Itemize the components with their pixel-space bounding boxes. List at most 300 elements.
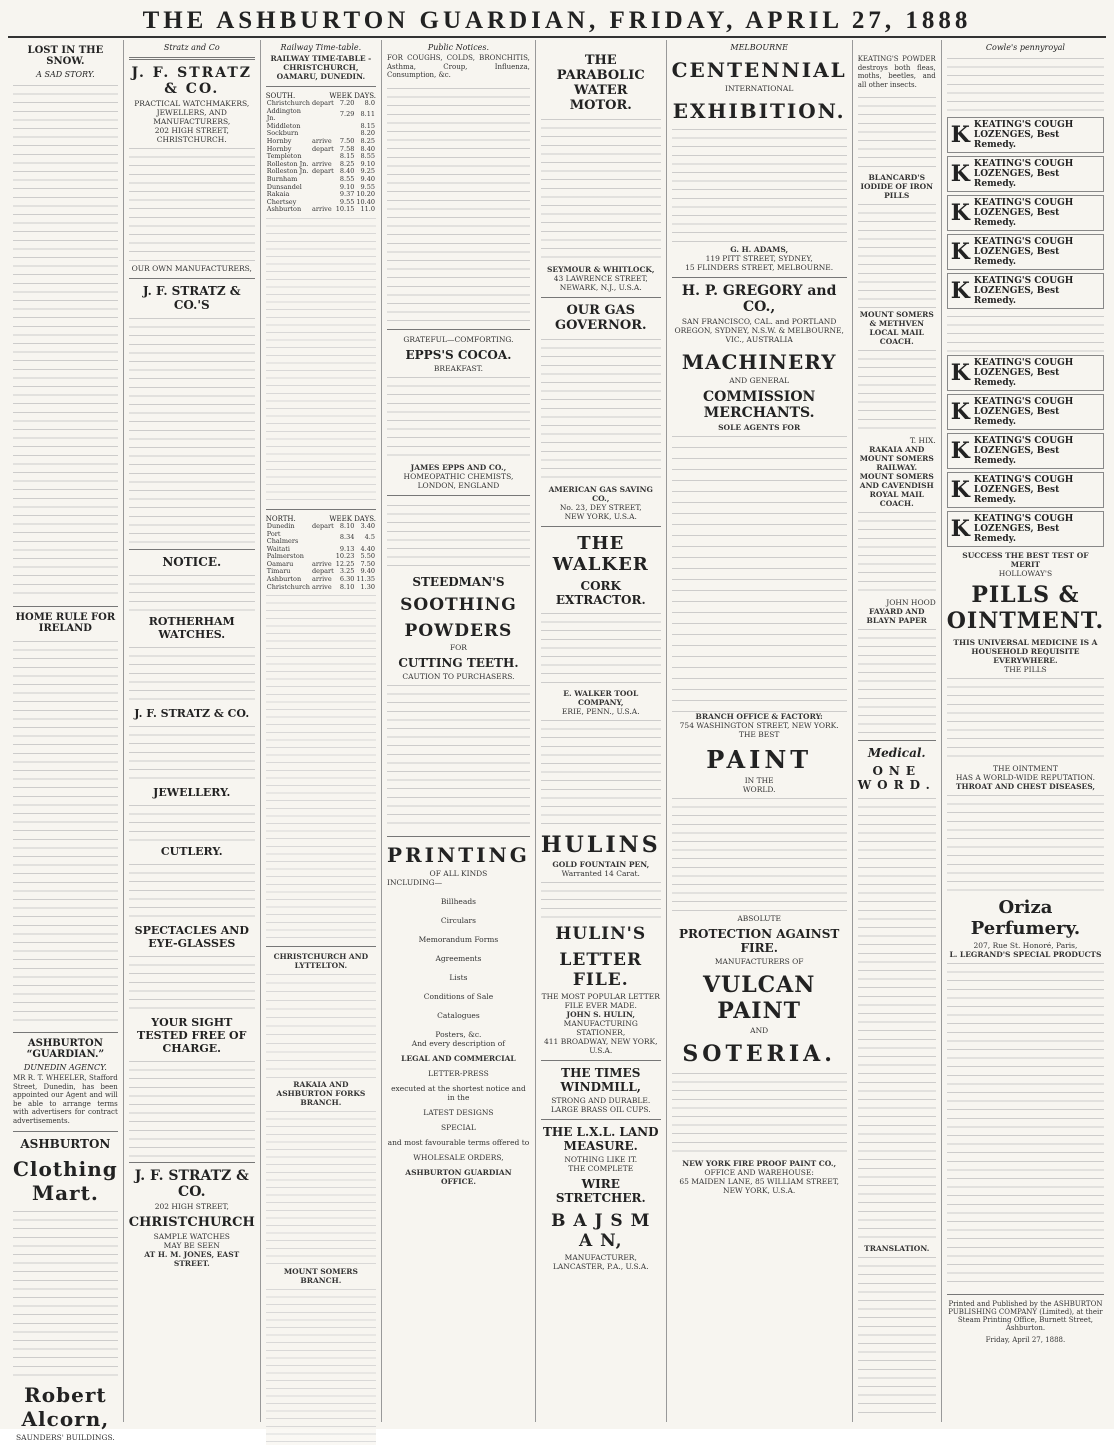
nothing-like-it: NOTHING LIKE IT.: [564, 1155, 638, 1164]
station-name: Port Chalmers: [266, 529, 299, 546]
train-time: 10.15: [335, 205, 355, 214]
train-time: 8.15: [339, 152, 355, 161]
towle-body: [387, 501, 530, 571]
print-item: Catalogues: [437, 1010, 480, 1020]
divider: [947, 1294, 1104, 1295]
train-time: 11.35: [356, 575, 375, 584]
sight-tested: YOUR SIGHT TESTED FREE OF CHARGE.: [137, 1016, 247, 1055]
train-time: 11.0: [360, 205, 375, 214]
cutlery-body: [129, 860, 255, 920]
epps-company: JAMES EPPS AND CO.,: [410, 462, 507, 472]
vulcan-paint: VULCAN PAINT: [702, 972, 816, 1024]
timetable-row: [266, 523, 376, 531]
divider: [541, 1119, 661, 1120]
special: SPECIAL: [441, 1122, 476, 1132]
gas-city: NEW YORK, U.S.A.: [564, 512, 637, 521]
drop-cap-k: K: [950, 360, 970, 386]
train-time: 9.55: [339, 197, 355, 206]
drop-cap-k: K: [950, 161, 970, 187]
story-subheading: A SAD STORY.: [36, 70, 95, 79]
divider: [387, 329, 530, 330]
rakaia-railway: RAKAIA AND MOUNT SOMERS RAILWAY.: [859, 445, 934, 473]
agency-text: MR R. T. WHEELER, Stafford Street, Dunedin, has been appointed our Agent and will be able to arrange terms with advertisers for contract advertisements.: [13, 1074, 118, 1125]
train-time: 8.55: [360, 152, 375, 161]
divider: [129, 1162, 255, 1163]
wire-stretcher: WIRE STRETCHER.: [555, 1177, 646, 1205]
bajsman-sub: MANUFACTURER,: [564, 1253, 637, 1262]
world-wide: HAS A WORLD-WIDE REPUTATION.: [955, 773, 1095, 782]
column-header: Public Notices.: [427, 43, 490, 52]
lozenges-list: [947, 117, 1104, 309]
soteria: SOTERIA.: [682, 1041, 836, 1067]
seymour-name: SEYMOUR & WHITLOCK,: [546, 265, 655, 274]
train-time: 7.29: [339, 110, 355, 119]
stratz3-body: [129, 722, 255, 782]
ny-office: OFFICE AND WAREHOUSE:: [704, 1168, 814, 1177]
in-the: IN THE: [744, 776, 774, 785]
the-pills: THE PILLS: [1004, 665, 1047, 674]
one-word: ONE WORD.: [857, 764, 936, 793]
keatings-text: KEATING'S COUGH LOZENGES, Best Remedy.: [973, 276, 1074, 306]
train-time: 10.40: [356, 197, 375, 206]
steedman-name: STEEDMAN'S: [412, 574, 505, 589]
divider: [13, 1032, 118, 1033]
bajsman-name: B A J S M A N,: [551, 1211, 651, 1251]
home-rule-heading: HOME RULE FOR IRELAND: [15, 612, 116, 634]
keatings-text: KEATING'S COUGH LOZENGES, Best Remedy.: [973, 237, 1074, 267]
clothing-place: ASHBURTON: [20, 1136, 111, 1151]
fayard-body: [858, 625, 936, 735]
station-name: Rolleston Jn.: [266, 167, 309, 176]
spectacles-body: [129, 952, 255, 1012]
pen-body: [541, 878, 661, 918]
train-time: 10.20: [356, 190, 375, 199]
keatings-ad: [947, 511, 1104, 547]
divider: [541, 1060, 661, 1061]
lozenges-body: [947, 312, 1104, 352]
translation: TRANSLATION.: [864, 1244, 930, 1254]
keatings-ad: [947, 394, 1104, 430]
seymour-address: 43 LAWRENCE STREET,: [553, 274, 648, 283]
drop-cap-k: K: [950, 200, 970, 226]
column-3: [261, 40, 382, 1422]
agency-subheading: DUNEDIN AGENCY.: [23, 1063, 107, 1072]
station-name: Addington Jn.: [266, 106, 301, 123]
divider: [858, 740, 936, 741]
divider: [13, 606, 118, 607]
at-jones: AT H. M. JONES, EAST STREET.: [144, 1250, 240, 1268]
station-note: arrive: [312, 205, 332, 214]
favourable: and most favourable terms offered to: [387, 1137, 530, 1147]
drop-cap-k: K: [950, 278, 970, 304]
universal-medicine: THIS UNIVERSAL MEDICINE IS A HOUSEHOLD REQUISITE EVERYWHERE.: [953, 638, 1098, 665]
sole-agents: SOLE AGENTS FOR: [718, 423, 801, 432]
coach-body: [858, 346, 936, 436]
station-note: depart: [312, 144, 334, 153]
divider: [387, 836, 530, 837]
windmill-heading: THE TIMES WINDMILL,: [560, 1066, 641, 1094]
lozenges-list-2: [947, 355, 1104, 547]
gas-governor: OUR GAS GOVERNOR.: [554, 303, 647, 333]
lxl-heading: THE L.X.L. LAND MEASURE.: [542, 1125, 659, 1153]
keatings-powder: KEATING'S POWDER destroys both fleas, moths, beetles, and all other insects.: [857, 55, 936, 89]
success-test: SUCCESS THE BEST TEST OF MERIT: [962, 551, 1089, 569]
walker-heading: THE WALKER: [552, 533, 649, 575]
divider: [541, 526, 661, 527]
alcorn-sub: SAUNDERS' BUILDINGS.: [16, 1432, 115, 1442]
commission: COMMISSION MERCHANTS.: [702, 389, 816, 421]
train-time: 8.10: [339, 521, 355, 530]
station-name: Rakaia: [266, 190, 290, 199]
spectacles-heading: SPECTACLES AND EYE-GLASSES: [134, 924, 249, 950]
north-timetable-more: [266, 591, 376, 941]
gas-address: No. 23, DEY STREET,: [559, 503, 642, 512]
station-name: Waitati: [266, 544, 290, 553]
timetable-row: [266, 108, 376, 123]
keatings-ad: [947, 355, 1104, 391]
column-header: Railway Time-table.: [280, 43, 362, 52]
may-be-seen: MAY BE SEEN: [163, 1241, 220, 1250]
adams-name: G. H. ADAMS,: [730, 245, 789, 254]
home-rule-body: [13, 637, 118, 1027]
train-time: 8.11: [360, 110, 375, 119]
vulcan-body: [672, 1069, 847, 1159]
every-description: And every description of: [411, 1038, 506, 1048]
train-time: 5.50: [360, 552, 375, 561]
warranted: Warranted 14 Carat.: [561, 869, 640, 878]
station-name: Burnham: [266, 174, 298, 183]
stratz2-body: [129, 314, 255, 544]
parabolic-heading: THE PARABOLIC WATER MOTOR.: [556, 53, 645, 113]
and-general: AND GENERAL: [729, 376, 790, 385]
drop-cap-k: K: [950, 239, 970, 265]
cocoa-heading: GRATEFUL—COMFORTING.: [403, 334, 514, 344]
keatings-ad: [947, 472, 1104, 508]
mount-somers-body: [266, 1285, 376, 1445]
drop-cap-k: K: [950, 477, 970, 503]
stratz-address: 202 HIGH STREET, CHRISTCHURCH.: [154, 126, 229, 144]
week-days-label: WEEK DAYS.: [329, 514, 376, 523]
royal-mail-body: [858, 508, 936, 598]
column-2: [124, 40, 261, 1422]
station-note: depart: [312, 167, 334, 176]
train-time: 9.37: [339, 190, 355, 199]
divider: [129, 57, 255, 60]
masthead-title: THE ASHBURTON GUARDIAN, FRIDAY, APRIL 27, 1888: [142, 7, 972, 34]
train-time: 8.34: [339, 533, 355, 542]
bajsman-city: LANCASTER, P.A., U.S.A.: [552, 1262, 649, 1271]
train-time: 9.40: [360, 567, 375, 576]
rakaia-body: [266, 1107, 376, 1267]
popular-file: THE MOST POPULAR LETTER FILE EVER MADE.: [541, 992, 660, 1010]
latest-designs: LATEST DESIGNS: [423, 1107, 494, 1117]
our-own-manufacturers: OUR OWN MANUFACTURERS,: [131, 264, 252, 273]
john-hood: JOHN HOOD: [886, 598, 936, 608]
drop-cap-k: K: [950, 399, 970, 425]
hulins-heading: HULINS: [540, 832, 661, 858]
gas-body: [541, 335, 661, 485]
station-note: depart: [312, 521, 334, 530]
train-time: 8.40: [339, 167, 355, 176]
cork-extractor: CORK EXTRACTOR.: [555, 579, 646, 607]
medical-heading: Medical.: [867, 746, 926, 761]
train-time: 3.40: [360, 521, 375, 530]
station-name: Timaru: [266, 567, 291, 576]
alcorn-name: Robert Alcorn,: [21, 1382, 110, 1431]
divider: [266, 86, 376, 87]
rail-title: RAILWAY TIME-TABLE - CHRISTCHURCH, OAMARU, DUNEDIN.: [270, 54, 372, 81]
powder-body: [858, 93, 936, 173]
station-note: arrive: [312, 582, 332, 591]
legal-commercial: LEGAL AND COMMERCIAL: [401, 1053, 516, 1063]
soothing: SOOTHING: [400, 594, 517, 615]
station-note: arrive: [312, 136, 332, 145]
the-ointment: THE OINTMENT: [993, 764, 1058, 773]
protection: PROTECTION AGAINST FIRE.: [679, 927, 840, 955]
international: INTERNATIONAL: [725, 84, 794, 93]
gregory-cities: SAN FRANCISCO, CAL. and PORTLAND OREGON, SYDNEY, N.S.W. & MELBOURNE, VIC., AUSTRALIA: [674, 317, 844, 344]
divider: [672, 277, 847, 278]
stratz-sub: PRACTICAL WATCHMAKERS, JEWELLERS, AND MANUFACTURERS,: [134, 99, 250, 126]
keatings-ad: [947, 195, 1104, 231]
sample-watches: SAMPLE WATCHES: [153, 1232, 230, 1241]
print-item: Circulars: [440, 915, 476, 925]
gas-company: AMERICAN GAS SAVING CO.,: [548, 485, 653, 503]
train-time: 8.10: [339, 582, 355, 591]
print-item: Posters, &c.: [435, 1029, 482, 1039]
keatings-ad: [947, 433, 1104, 469]
train-time: 9.13: [339, 544, 355, 553]
station-name: Middleton: [266, 121, 301, 130]
cocoa-name: EPPS'S COCOA.: [405, 347, 512, 362]
caution: CAUTION TO PURCHASERS.: [402, 671, 515, 681]
train-time: 7.58: [339, 144, 355, 153]
medical-body: [858, 794, 936, 1244]
station-name: Christchurch: [266, 99, 310, 107]
station-note: [311, 531, 335, 546]
pills-ointment: PILLS & OINTMENT.: [946, 582, 1105, 634]
station-name: Sockburn: [266, 129, 299, 138]
windmill-sub: STRONG AND DURABLE.: [551, 1096, 651, 1105]
clothing-heading: Clothing Mart.: [13, 1156, 118, 1205]
parabolic-body: [541, 115, 661, 265]
walker-city: ERIE, PENN., U.S.A.: [561, 707, 640, 716]
powders: POWDERS: [404, 620, 513, 641]
rotherham-heading: ROTHERHAM WATCHES.: [148, 615, 235, 641]
fountain-pen: GOLD FOUNTAIN PEN,: [552, 860, 650, 869]
royal-mail: MOUNT SOMERS AND CAVENDISH ROYAL MAIL COACH.: [859, 472, 934, 509]
stratz4-city: CHRISTCHURCH: [128, 1215, 255, 1230]
hix-signature: T. HIX.: [909, 436, 936, 446]
train-time: 7.50: [360, 559, 375, 568]
station-name: Chertsey: [266, 197, 297, 206]
column-header: Cowle's pennyroyal: [985, 43, 1065, 52]
stratz4-address: 202 HIGH STREET,: [154, 1202, 229, 1211]
centennial: CENTENNIAL: [671, 58, 847, 82]
train-time: 4.5: [364, 533, 375, 542]
train-time: 1.30: [360, 582, 375, 591]
train-time: 9.10: [339, 182, 355, 191]
lyttelton-body: [266, 970, 376, 1080]
station-name: Hornby: [266, 136, 292, 145]
station-note: arrive: [312, 575, 332, 584]
fayard-heading: FAYARD AND BLAYN PAPER: [866, 607, 927, 626]
world: WORLD.: [742, 785, 776, 794]
divider: [13, 1131, 118, 1132]
print-item: Billheads: [440, 896, 476, 906]
train-time: 8.20: [360, 129, 375, 138]
keatings-cough-text: FOR COUGHS, COLDS, BRONCHITIS, Asthma, Croup, Influenza, Consumption, &c.: [386, 54, 530, 80]
station-note: depart: [312, 567, 334, 576]
towle-body: [947, 54, 1104, 114]
train-time: 8.25: [339, 159, 355, 168]
imprint: Printed and Published by the ASHBURTON PUBLISHING COMPANY (Limited), at their Steam Printing Office, Burnett Street, Ashburton.: [948, 1300, 1103, 1332]
story-heading: LOST IN THE SNOW.: [27, 45, 104, 67]
keatings-text: KEATING'S COUGH LOZENGES, Best Remedy.: [973, 514, 1074, 544]
oriza-address: 207, Rue St. Honoré, Paris,: [973, 941, 1078, 950]
train-time: 6.30: [339, 575, 355, 584]
divider: [266, 946, 376, 947]
print-item: Conditions of Sale: [423, 991, 494, 1001]
hulin-trade: MANUFACTURING STATIONER,: [563, 1019, 638, 1037]
printing-heading: PRINTING: [386, 842, 530, 867]
column-6: [667, 40, 853, 1422]
station-note: arrive: [312, 159, 332, 168]
keatings-text: KEATING'S COUGH LOZENGES, Best Remedy.: [973, 159, 1074, 189]
train-time: 8.25: [360, 136, 375, 145]
divider: [129, 549, 255, 550]
blancard-heading: BLANCARD'S IODIDE OF IRON PILLS: [860, 173, 933, 201]
ointment-body: [947, 791, 1104, 891]
column-header: MELBOURNE: [730, 43, 788, 52]
stratz-logo: J. F. STRATZ & CO.: [131, 65, 252, 97]
stratz4-name: J. F. STRATZ & CO.: [134, 1168, 249, 1200]
blancard-body: [858, 200, 936, 310]
stratz3-name: J. F. STRATZ & CO.: [134, 707, 250, 720]
complete: THE COMPLETE: [568, 1164, 634, 1173]
station-name: Dunsandel: [266, 182, 302, 191]
gregory-name: H. P. GREGORY and CO.,: [681, 283, 837, 315]
epps-sub: HOMEOPATHIC CHEMISTS, LONDON, ENGLAND: [403, 471, 514, 490]
guardian-office: ASHBURTON GUARDIAN OFFICE.: [405, 1167, 512, 1186]
station-name: Christchurch: [266, 582, 310, 591]
machinery: MACHINERY: [681, 350, 837, 374]
drop-cap-k: K: [950, 438, 970, 464]
train-time: 9.40: [360, 174, 375, 183]
station-name: Ashburton: [266, 205, 302, 214]
keatings-text: KEATING'S COUGH LOZENGES, Best Remedy.: [973, 397, 1074, 427]
station-name: Ashburton: [266, 575, 302, 584]
station-note: [311, 546, 335, 554]
north-label: NORTH.: [265, 514, 296, 523]
adams-address: 119 PITT STREET, SYDNEY,: [705, 254, 813, 263]
absolute: ABSOLUTE: [737, 914, 781, 923]
sight-body: [129, 1057, 255, 1157]
oriza-perfumery: Oriza Perfumery.: [970, 897, 1081, 939]
station-note: [311, 176, 335, 184]
column-8: [942, 40, 1109, 1422]
legrand-products: L. LEGRAND'S SPECIAL PRODUCTS: [949, 950, 1102, 959]
keatings-text: KEATING'S COUGH LOZENGES, Best Remedy.: [973, 475, 1074, 505]
train-time: 9.10: [360, 159, 375, 168]
print-item: Lists: [449, 972, 468, 982]
hulin-address: 411 BROADWAY, NEW YORK, U.S.A.: [544, 1037, 658, 1055]
keatings-text: KEATING'S COUGH LOZENGES, Best Remedy.: [973, 198, 1074, 228]
train-time: 8.0: [364, 99, 375, 107]
print-items: [387, 897, 530, 1039]
south-timetable: [266, 100, 376, 214]
train-time: 8.40: [360, 144, 375, 153]
keatings-ad: [947, 117, 1104, 153]
station-name: Templeton: [266, 152, 302, 161]
walker-body: [541, 609, 661, 689]
clothing-body: [13, 1207, 118, 1377]
station-name: Hornby: [266, 144, 292, 153]
notices-body: [387, 84, 530, 324]
train-time: 3.25: [339, 567, 355, 576]
executed: executed at the shortest notice and in the: [391, 1083, 526, 1102]
keatings-text: KEATING'S COUGH LOZENGES, Best Remedy.: [973, 436, 1074, 466]
keatings-ad: [947, 234, 1104, 270]
divider: [541, 297, 661, 298]
rakaia-heading: RAKAIA AND ASHBURTON FORKS BRANCH.: [276, 1080, 366, 1108]
column-7: [853, 40, 942, 1422]
station-name: Rolleston Jn.: [266, 159, 309, 168]
station-note: [311, 191, 335, 199]
south-timetable-more: [266, 214, 376, 504]
notice-body: [129, 571, 255, 611]
station-note: [311, 108, 335, 123]
train-time: [335, 123, 356, 131]
the-best: THE BEST: [738, 730, 780, 739]
mount-somers-coach: MOUNT SOMERS & METHVEN LOCAL MAIL COACH.: [859, 310, 934, 347]
paint: PAINT: [706, 745, 813, 774]
station-note: depart: [312, 99, 334, 107]
all-kinds: OF ALL KINDS: [429, 868, 488, 878]
divider: [129, 278, 255, 279]
throat-chest: THROAT AND CHEST DISEASES,: [955, 782, 1095, 791]
drop-cap-k: K: [950, 516, 970, 542]
station-name: Palmerston: [266, 552, 304, 561]
hulins-file: HULIN'S: [555, 924, 647, 944]
column-header: Stratz and Co: [163, 43, 220, 52]
south-label: SOUTH.: [265, 92, 296, 100]
north-timetable: [266, 523, 376, 591]
train-time: 7.50: [339, 136, 355, 145]
keatings-text: KEATING'S COUGH LOZENGES, Best Remedy.: [973, 358, 1074, 388]
cocoa-body: [387, 373, 530, 463]
ny-fire: NEW YORK FIRE PROOF PAINT CO.,: [682, 1159, 837, 1168]
timetable-row: [266, 531, 376, 546]
including: INCLUDING—: [386, 877, 443, 887]
rotherham-body: [129, 643, 255, 703]
station-note: [311, 123, 335, 131]
pills-body: [947, 674, 1104, 764]
and-label: AND: [750, 1026, 769, 1035]
cutting-teeth: CUTTING TEETH.: [398, 655, 519, 670]
seymour-city: NEWARK, N.J., U.S.A.: [559, 283, 642, 292]
imprint-date: Friday, April 27, 1888.: [985, 1336, 1066, 1344]
train-time: 10.23: [335, 552, 355, 561]
keatings-ad: [947, 156, 1104, 192]
mount-somers-heading: MOUNT SOMERS BRANCH.: [283, 1267, 358, 1286]
adams-city: 15 FLINDERS STREET, MELBOURNE.: [685, 263, 834, 272]
masthead: [8, 6, 1106, 38]
column-1: [8, 40, 124, 1442]
keatings-ad: [947, 273, 1104, 309]
train-time: 8.15: [360, 121, 375, 130]
drop-cap-k: K: [950, 122, 970, 148]
